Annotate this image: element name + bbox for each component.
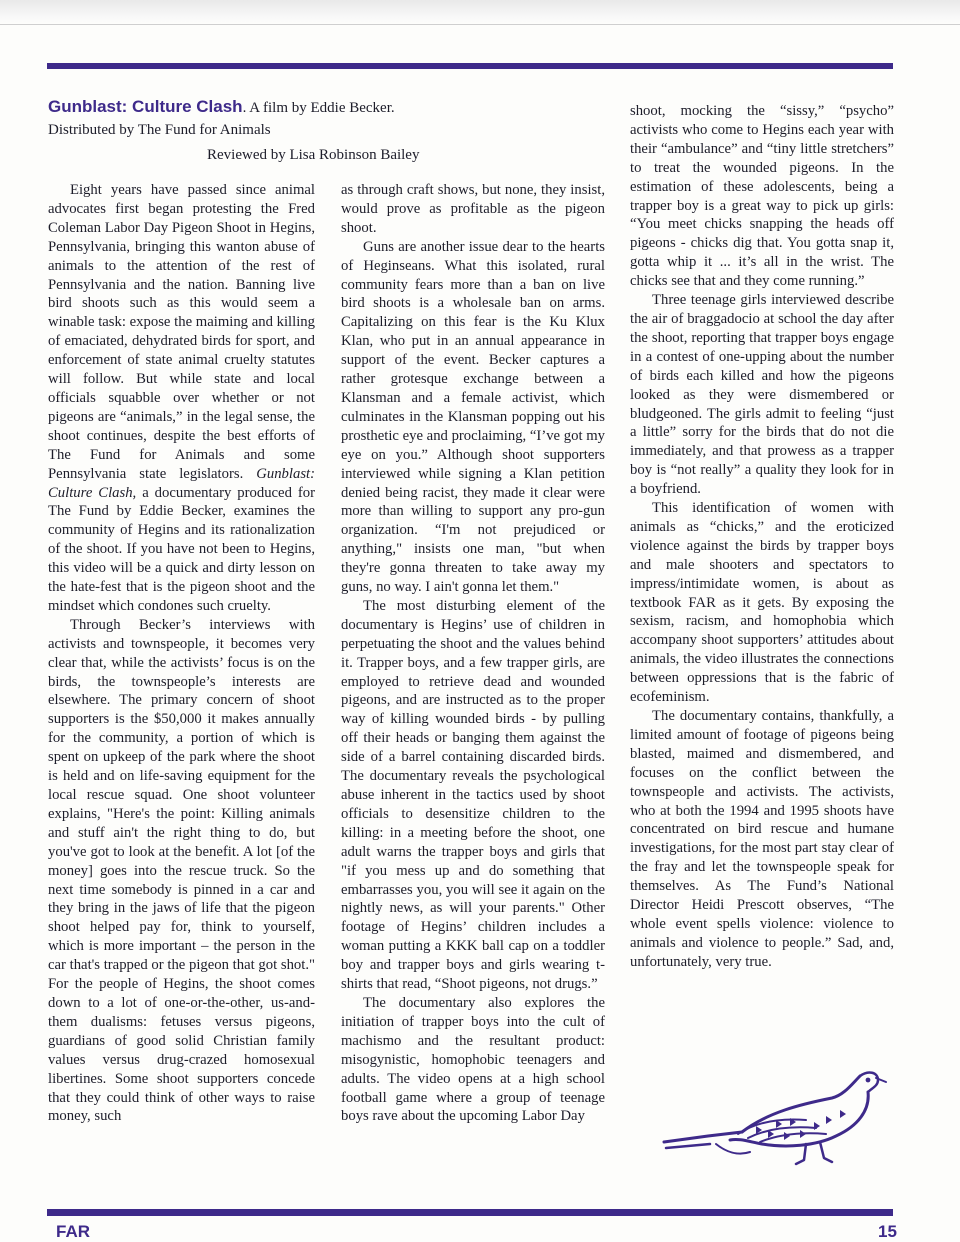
text-run: Eight years have passed since animal advocates first began protesting the Fred Coleman Labor Day Pigeon Shoot in Hegins, Pennsylvania, bringing this wanton abuse of animals to the attention of the rest of Pennsylvania and the nation. Banning live bird shoots such as this would seem a winable task: expose the maiming and killing of emaciated, dehydrated birds for sport, and enforcement of state animal cruelty statutes will follow. But while state and local officials squabble over whether or not pigeons are “animals,” in the legal sense, the shoot continues, despite the best efforts of The Fund for Animals and some Pennsylvania state legislators.	[48, 182, 315, 482]
footer-publication: FAR	[56, 1222, 90, 1241]
paragraph	[48, 181, 315, 616]
paragraph: Through Becker’s interviews with activists and townspeople, it becomes very clear that, while the activists’ focus is on the birds, the townspeople’s interests are elsewhere. The primary concern of shoot supporters is the $50,000 it makes annually for the community, a portion of which is spent on upkeep of the park where the shoot is held and on life-saving equipment for the local rescue squad. One shoot volunteer explains, "Here's the point: Killing animals and stuff ain't the right thing to do, but you've got to look at the benefit. A lot [of the money] goes into the rescue truck. So the next time somebody is pinned in a car and they bring in the jaws of life that the pigeon shoot helped pay for, think to yourself, which is more important – the person in the car that's trapped or the pigeon that got shot." For the people of Hegins, the shoot comes down to a lot of one-or-the-other, us-and-them dualisms: fetuses versus pigeons, guardians of good solid Christian family values versus drug-crazed homosexual libertines. Some shoot supporters concede that they could think of other ways to raise money, such	[48, 616, 315, 1125]
paragraph: The documentary contains, thankfully, a limited amount of footage of pigeons being blasted, maimed and dismembered, and focuses on the conflict between the townspeople and activists. The activists, who at both the 1994 and 1995 shoots have concentrated on bird rescue and humane investigations, for the most part stay clear of the fray and let the townspeople speak for themselves. As The Fund’s National Director Heidi Prescott observes, “The whole event spells violence: violence to animals and violence to people.” Sad, and, unfortunately, very true.	[630, 708, 894, 970]
film-byline: . A film by Eddie Becker.	[242, 100, 395, 116]
distributor: Distributed by The Fund for Animals	[48, 122, 271, 138]
film-title: Gunblast: Culture Clash	[48, 97, 243, 116]
reviewer: Reviewed by Lisa Robinson Bailey	[207, 147, 420, 163]
page-number: 15	[878, 1222, 897, 1241]
title-line	[48, 96, 608, 119]
italic-title: Gunblast: Culture Clash,	[48, 465, 316, 501]
column-3	[630, 102, 894, 972]
text-run: a documentary produced for The Fund by Eddie Becker, examines the community of Hegins and its rationalization of the shoot. If you have not been to Hegins, this video will be a quick and dirty lesson on the hate-fest that is the pigeon shoot and the mindset which condones such cruelty.	[48, 484, 315, 614]
paragraph: as through craft shows, but none, they insist, would prove as profitable as the pigeon shoot.	[341, 182, 605, 236]
paragraph: shoot, mocking the “sissy,” “psycho” activists who come to Hegins each year with their “ambulance” and “tiny little stretchers” to treat the wounded pigeons. In the estimation of these adolescents, being a trapper boy is a great way to pick up girls: “You meet chicks snapping the heads off pigeons - chicks dig that. You gotta snap it, gotta whip it ... it’s all in the wrist. The chicks see that and they come running.”	[630, 103, 894, 290]
top-rule	[47, 63, 893, 69]
paragraph: The most disturbing element of the documentary is Hegins’ use of children in perpetuating the shoot and the values behind it. Trapper boys, and a few trapper girls, are employed to retrieve dead and wounded pigeons, and are instructed as to the proper way of killing wounded birds - by pulling off their heads or banging them against the side of a barrel containing discarded birds. The documentary reveals the psychological abuse inherent in the tactics used by shoot officials to desensitize children to the killing: in a meeting before the shoot, one adult warns the trapper boys and girls that "if you mess up and do something that embarrasses you, you will see it again on the nightly news, as will your parents." Other footage of Hegins’ children includes a woman putting a KKK ball cap on a toddler boy and trapper boys and girls wearing t-shirts that read, “Shoot pigeons, not drugs.”	[341, 597, 605, 993]
column-2	[341, 181, 605, 1126]
pigeon-drawing	[656, 1060, 888, 1172]
bottom-rule	[47, 1209, 893, 1216]
paragraph: This identification of women with animals as “chicks,” and the eroticized violence against the birds by trapper boys and male shooters and spectators to impress/intimidate women, is about as textbook FAR as it gets. By exposing the sexism, racism, and homophobia which accompany shoot supporters’ attitudes about animals, the video illustrates the connections between oppressions that is the fabric of ecofeminism.	[630, 500, 894, 706]
paragraph: The documentary also explores the initiation of trapper boys into the cult of machismo and the resultant product: misogynistic, homophobic teenagers and adults. The video opens at a high school football game where a group of teenage boys rave about the upcoming Labor Day	[341, 994, 605, 1125]
column-1	[48, 181, 315, 1126]
article-header	[48, 96, 608, 166]
paragraph: Three teenage girls interviewed describe the air of braggadocio at school the day after the shoot, reporting that trapper boys engage in a contest of one-upping about the number of birds each killed and how the pigeons looked as they were dismembered or bludgeoned. The girls admit to feeling “just a little” sorry for the birds that do not die immediately, and that prowess as a trapper boy is “not really” a quality they look for in a boyfriend.	[630, 292, 894, 498]
paragraph: Guns are another issue dear to the hearts of Heginseans. What this isolated, rural community fears more than a ban on live bird shoots is a wholesale ban on arms. Capitalizing on this fear is the Ku Klux Klan, who put in an annual appearance in support of the event. Becker captures a rather grotesque exchange between a Klansman and a female activist, which culminates in the Klansman popping out his prosthetic eye and proclaiming, “I’ve got my eye on you.” Although shoot supporters interviewed while signing a Klan petition denied being racist, they made it clear were more than willing to support any pro-gun organization. “I'm not prejudiced or anything," insists one man, "but when they're gonna threaten to take away my guns, no way. I ain't gonna let them."	[341, 238, 605, 596]
scan-edge	[0, 0, 960, 25]
